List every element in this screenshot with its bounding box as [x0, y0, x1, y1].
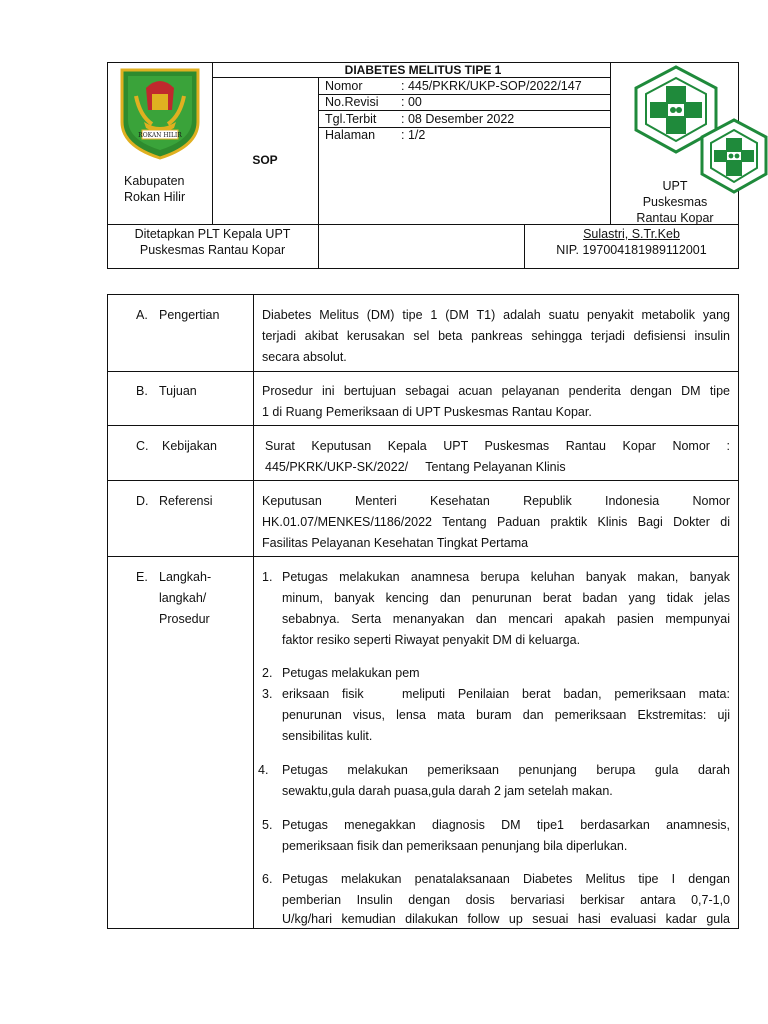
- step-number: 4.: [258, 763, 269, 777]
- step-5-line: Petugas menegakkan diagnosis DM tipe1 berdasarkan anamnesis,: [282, 818, 730, 832]
- step-number: 3.: [262, 687, 273, 701]
- step-1-line: minum, banyak kencing dan penurunan berat badan yang tidak jelas: [282, 591, 730, 605]
- section-e-heading-line: Langkah-: [159, 570, 212, 584]
- section-d-letter: D.: [136, 494, 149, 508]
- step-number: 2.: [262, 666, 273, 680]
- approved-by-line2: Puskesmas Rantau Kopar: [139, 243, 286, 257]
- step-3-line: penurunan visus, lensa mata buram dan pemeriksaan Ekstremitas: uji: [282, 708, 730, 722]
- kabupaten-name-line1: Kabupaten: [124, 174, 185, 188]
- step-number: 6.: [262, 872, 273, 886]
- step-5-line: pemeriksaan fisik dan pemeriksaan penunjang bila diperlukan.: [282, 839, 628, 853]
- puskesmas-name-line2: Puskesmas: [642, 195, 708, 209]
- section-d-heading: Referensi: [159, 494, 213, 508]
- document-title: DIABETES MELITUS TIPE 1: [344, 63, 502, 77]
- section-d-line: Keputusan Menteri Kesehatan Republik Indonesia Nomor: [262, 494, 730, 508]
- step-1-line: sebabnya. Serta menanyakan dan mencari apakah pasien mempunyai: [282, 612, 730, 626]
- field-label-revisi: No.Revisi: [325, 95, 379, 109]
- step-6-line: pemberian Insulin dengan dosis bervariasi berkisar antara 0,7-1,0: [282, 893, 730, 907]
- step-6-line: U/kg/hari kemudian dilakukan follow up sesuai hasi evaluasi kadar gula: [282, 912, 730, 926]
- section-e-heading-line: langkah/: [159, 591, 207, 605]
- step-number: 1.: [262, 570, 273, 584]
- kabupaten-logo: [118, 66, 202, 160]
- field-value-halaman: : 1/2: [401, 128, 426, 142]
- field-value-nomor: : 445/PKRK/UKP-SOP/2022/147: [401, 79, 582, 93]
- section-b-heading: Tujuan: [159, 384, 197, 398]
- field-value-revisi: : 00: [401, 95, 422, 109]
- puskesmas-name-line1: UPT: [662, 179, 688, 193]
- section-a-line: terjadi akibat kerusakan sel beta pankreas sehingga terjadi defisiensi insulin: [262, 329, 730, 343]
- section-b-line: Prosedur ini bertujuan sebagai acuan pelayanan penderita dengan DM tipe: [262, 384, 730, 398]
- doc-type-label: SOP: [252, 153, 278, 167]
- section-c-heading: Kebijakan: [162, 439, 217, 453]
- section-a-line: Diabetes Melitus (DM) tipe 1 (DM T1) adalah suatu penyakit metabolik yang: [262, 308, 730, 322]
- signer-nip: NIP. 197004181989112001: [556, 243, 707, 257]
- section-e-heading-line: Prosedur: [159, 612, 210, 626]
- step-6-line: Petugas melakukan penatalaksanaan Diabetes Melitus tipe I dengan: [282, 872, 730, 886]
- step-3-line: eriksaan fisik meliputi Penilaian berat badan, pemeriksaan mata:: [282, 687, 730, 701]
- step-1-line: Petugas melakukan anamnesa berupa keluhan banyak makan, banyak: [282, 570, 730, 584]
- section-b-line: 1 di Ruang Pemeriksaan di UPT Puskesmas Rantau Kopar.: [262, 405, 592, 419]
- signer-name: Sulastri, S.Tr.Keb: [583, 227, 680, 241]
- section-b-letter: B.: [136, 384, 148, 398]
- step-number: 5.: [262, 818, 273, 832]
- field-label-halaman: Halaman: [325, 128, 376, 142]
- step-2-line: Petugas melakukan pem: [282, 666, 420, 680]
- section-c-line: Surat Keputusan Kepala UPT Puskesmas Rantau Kopar Nomor :: [265, 439, 730, 453]
- field-label-tgl-terbit: Tgl.Terbit: [325, 112, 377, 126]
- section-d-line: Fasilitas Pelayanan Kesehatan Tingkat Pertama: [262, 536, 529, 550]
- puskesmas-name-line3: Rantau Kopar: [636, 211, 714, 225]
- logo-banner-text: ROKAN HILIR: [138, 132, 182, 139]
- approved-by-line1: Ditetapkan PLT Kepala UPT: [134, 227, 291, 241]
- step-3-line: sensibilitas kulit.: [282, 729, 373, 743]
- step-4-line: Petugas melakukan pemeriksaan penunjang berupa gula darah: [282, 763, 730, 777]
- section-a-line: secara absolut.: [262, 350, 347, 364]
- kabupaten-name-line2: Rokan Hilir: [124, 190, 186, 204]
- section-a-heading: Pengertian: [159, 308, 220, 322]
- section-a-letter: A.: [136, 308, 148, 322]
- step-4-line: sewaktu,gula darah puasa,gula darah 2 jam setelah makan.: [282, 784, 613, 798]
- section-c-line: 445/PKRK/UKP-SK/2022/ Tentang Pelayanan Klinis: [265, 460, 566, 474]
- section-d-line: HK.01.07/MENKES/1186/2022 Tentang Paduan praktik Klinis Bagi Dokter di: [262, 515, 730, 529]
- section-c-letter: C.: [136, 439, 149, 453]
- field-value-tgl-terbit: : 08 Desember 2022: [401, 112, 515, 126]
- field-label-nomor: Nomor: [325, 79, 363, 93]
- section-e-letter: E.: [136, 570, 148, 584]
- step-1-line: faktor resiko seperti Riwayat penyakit DM di keluarga.: [282, 633, 581, 647]
